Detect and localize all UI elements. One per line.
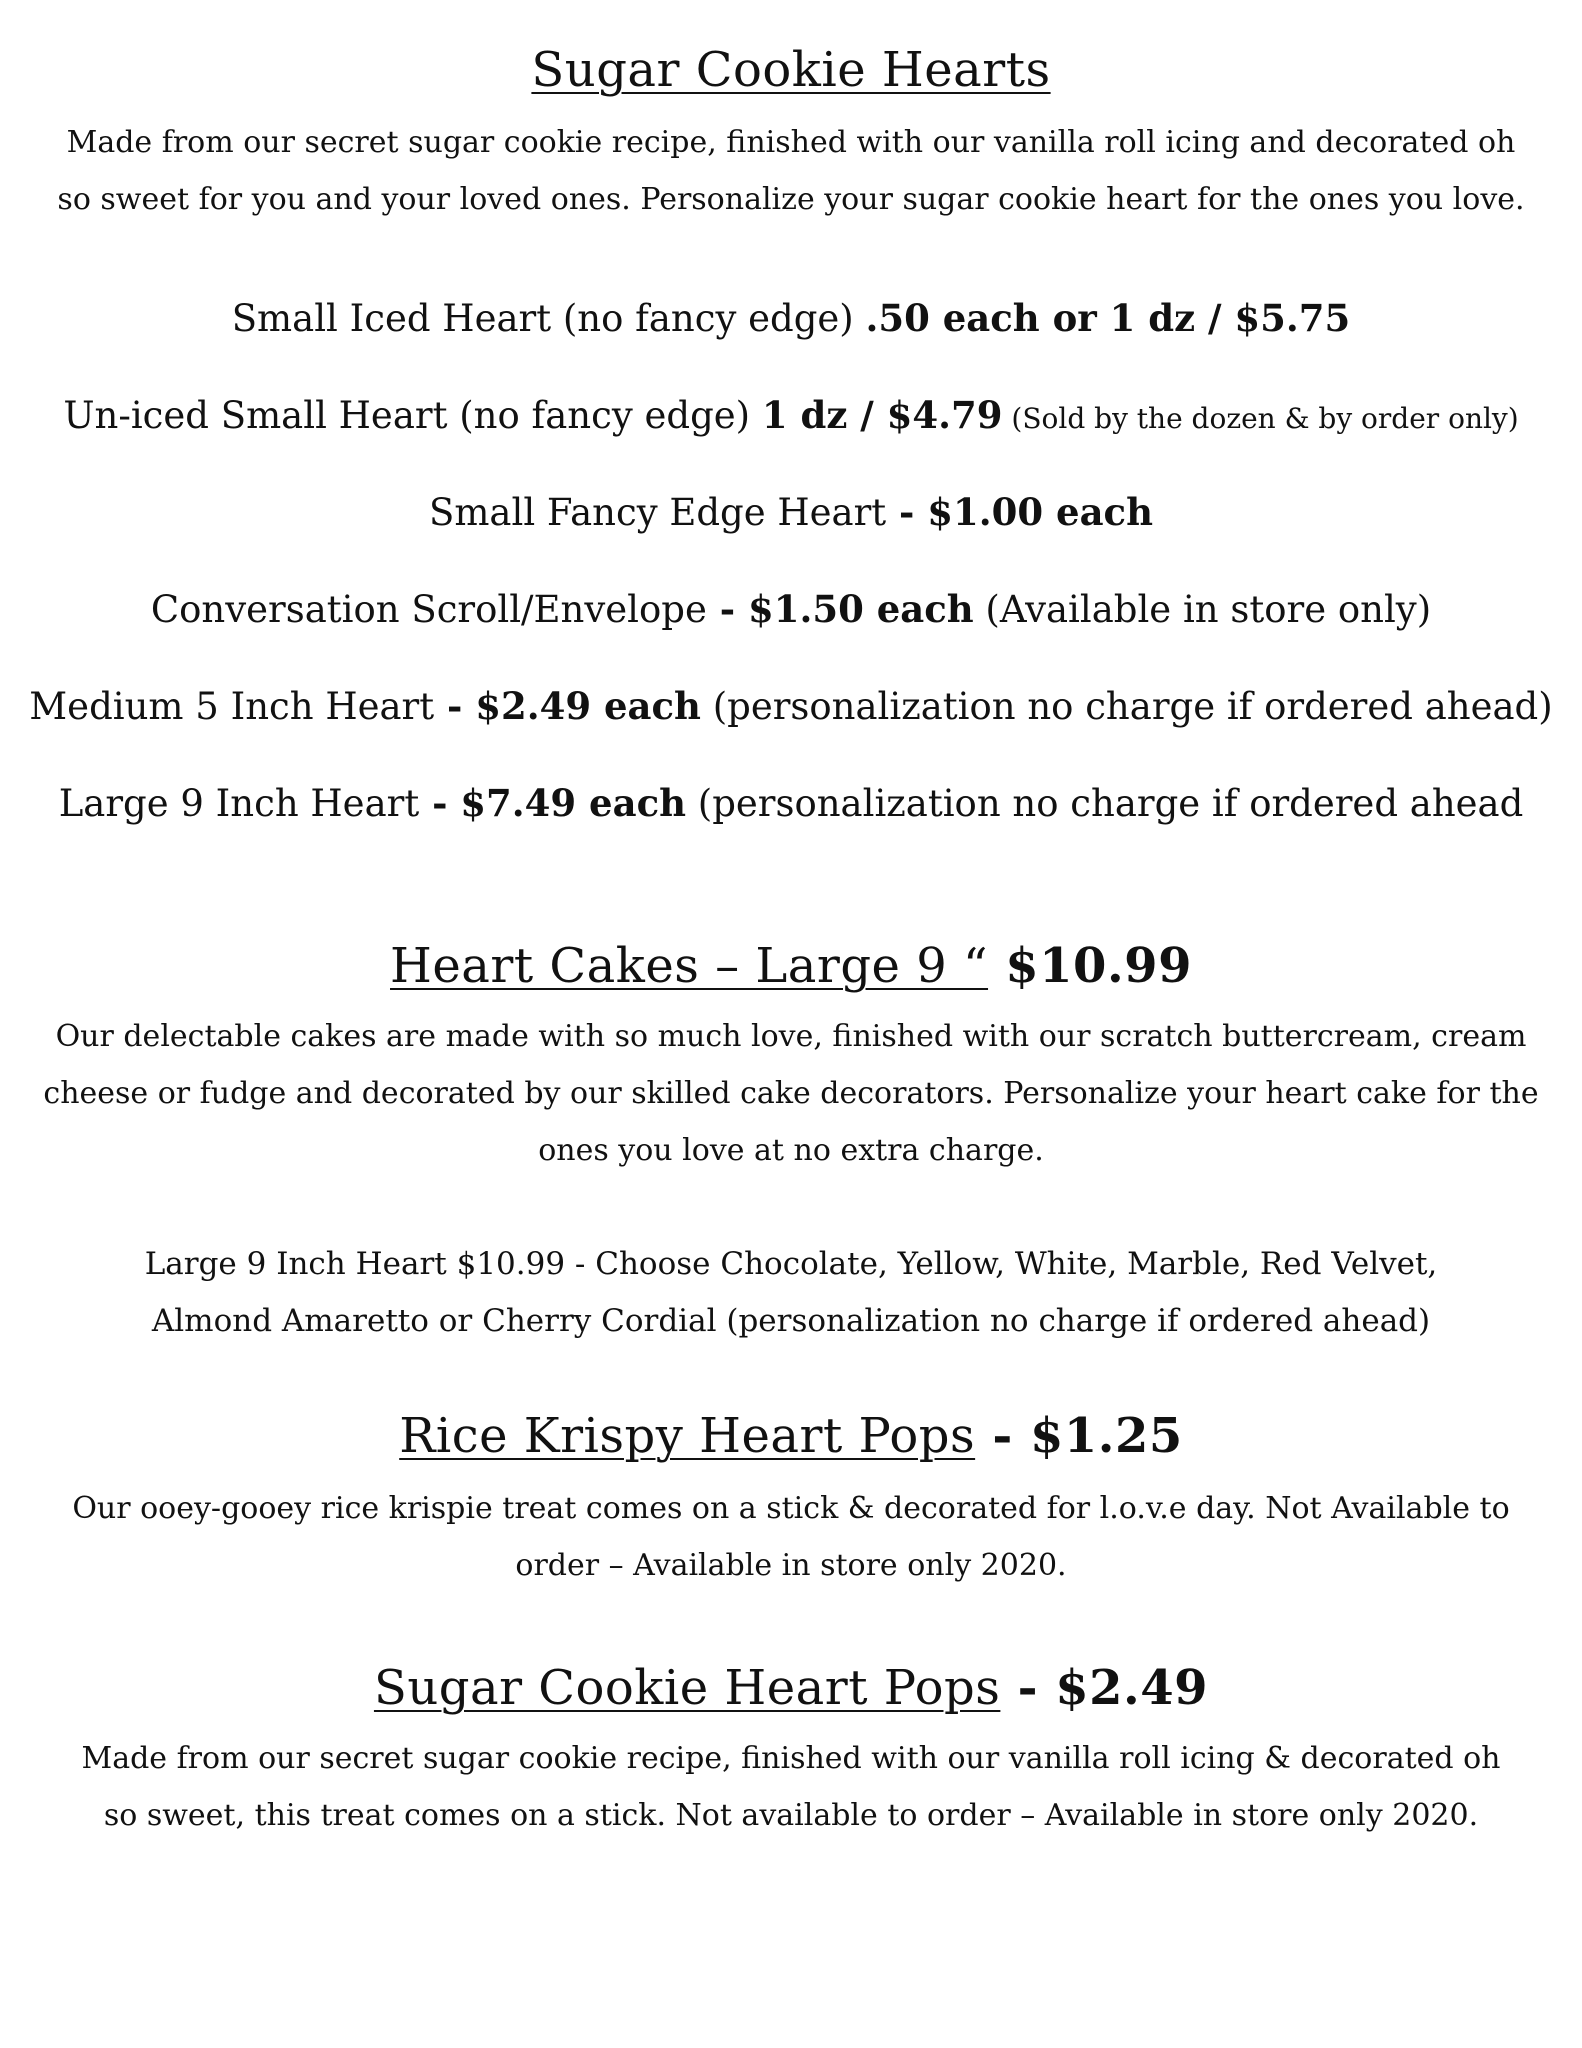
item-extra-note: (personalization no charge if ordered ahead) xyxy=(700,685,1553,728)
item-extra-note: (Sold by the dozen & by order only) xyxy=(1002,402,1519,435)
section-description-sugar-cookie-hearts: Made from our secret sugar cookie recipe, finished with our vanilla roll icing and decorated oh so sweet for you and your loved ones. Personalize your sugar cookie heart for the ones you love. xyxy=(57,125,1525,217)
section-title-text: Sugar Cookie Hearts xyxy=(531,42,1051,98)
menu-item-large-heart xyxy=(0,778,1582,829)
item-price: .50 each or 1 dz / $5.75 xyxy=(865,296,1351,340)
section-title-price: - $1.25 xyxy=(975,1408,1183,1464)
item-extra-note: (personalization no charge if ordered ahead xyxy=(686,782,1524,825)
item-note: (no fancy edge) xyxy=(551,297,866,340)
section-title-text: Sugar Cookie Heart Pops xyxy=(373,1660,1001,1716)
menu-item-conversation-scroll xyxy=(0,584,1582,635)
section-description-sugar-cookie-heart-pops: Made from our secret sugar cookie recipe, finished with our vanilla roll icing & decorated oh so sweet, this treat comes on a stick. Not available to order – Available in store only 2020. xyxy=(81,1741,1501,1833)
item-extra-note: (Available in store only) xyxy=(973,588,1432,631)
item-name: Small Iced Heart xyxy=(231,297,552,340)
section-title-price: $10.99 xyxy=(988,938,1192,994)
section-description-heart-cakes: Our delectable cakes are made with so much love, finished with our scratch buttercream, cream cheese or fudge and decorated by our skilled cake decorators. Personalize your heart cake for the ones you love at no extra charge. xyxy=(43,1019,1539,1168)
menu-item-small-iced-heart xyxy=(0,293,1582,344)
menu-item-medium-heart xyxy=(0,681,1582,732)
item-name: Large 9 Inch Heart xyxy=(58,782,420,825)
item-price: 1 dz / $4.79 xyxy=(761,393,1003,437)
heart-cake-details: Large 9 Inch Heart $10.99 - Choose Chocolate, Yellow, White, Marble, Red Velvet, Almond Amaretto or Cherry Cordial (personalization no charge if ordered ahead) xyxy=(144,1246,1438,1339)
item-name: Conversation Scroll/Envelope xyxy=(150,588,707,631)
item-name: Un-iced Small Heart xyxy=(63,394,448,437)
item-name: Small Fancy Edge Heart xyxy=(429,491,887,534)
section-title-price: - $2.49 xyxy=(1000,1660,1209,1716)
section-title-text: Rice Krispy Heart Pops xyxy=(399,1408,976,1464)
item-price: - $2.49 each xyxy=(434,684,701,728)
menu-item-small-fancy-edge-heart xyxy=(0,487,1582,538)
section-title-text: Heart Cakes – Large 9 “ xyxy=(390,938,989,994)
section-title-rice-krispy-heart-pops xyxy=(0,1408,1582,1464)
section-title-sugar-cookie-heart-pops xyxy=(0,1660,1582,1716)
menu-item-uniced-small-heart xyxy=(0,390,1582,444)
item-name: Medium 5 Inch Heart xyxy=(29,685,435,728)
item-price: - $1.00 each xyxy=(886,490,1153,534)
section-title-sugar-cookie-hearts xyxy=(0,42,1582,98)
item-price: - $1.50 each xyxy=(706,587,974,631)
section-title-heart-cakes xyxy=(0,938,1582,994)
section-description-rice-krispy-heart-pops: Our ooey-gooey rice krispie treat comes on a stick & decorated for l.o.v.e day. Not Available to order – Available in store only 2020. xyxy=(72,1491,1510,1583)
item-note: (no fancy edge) xyxy=(447,394,762,437)
item-price: - $7.49 each xyxy=(419,781,686,825)
